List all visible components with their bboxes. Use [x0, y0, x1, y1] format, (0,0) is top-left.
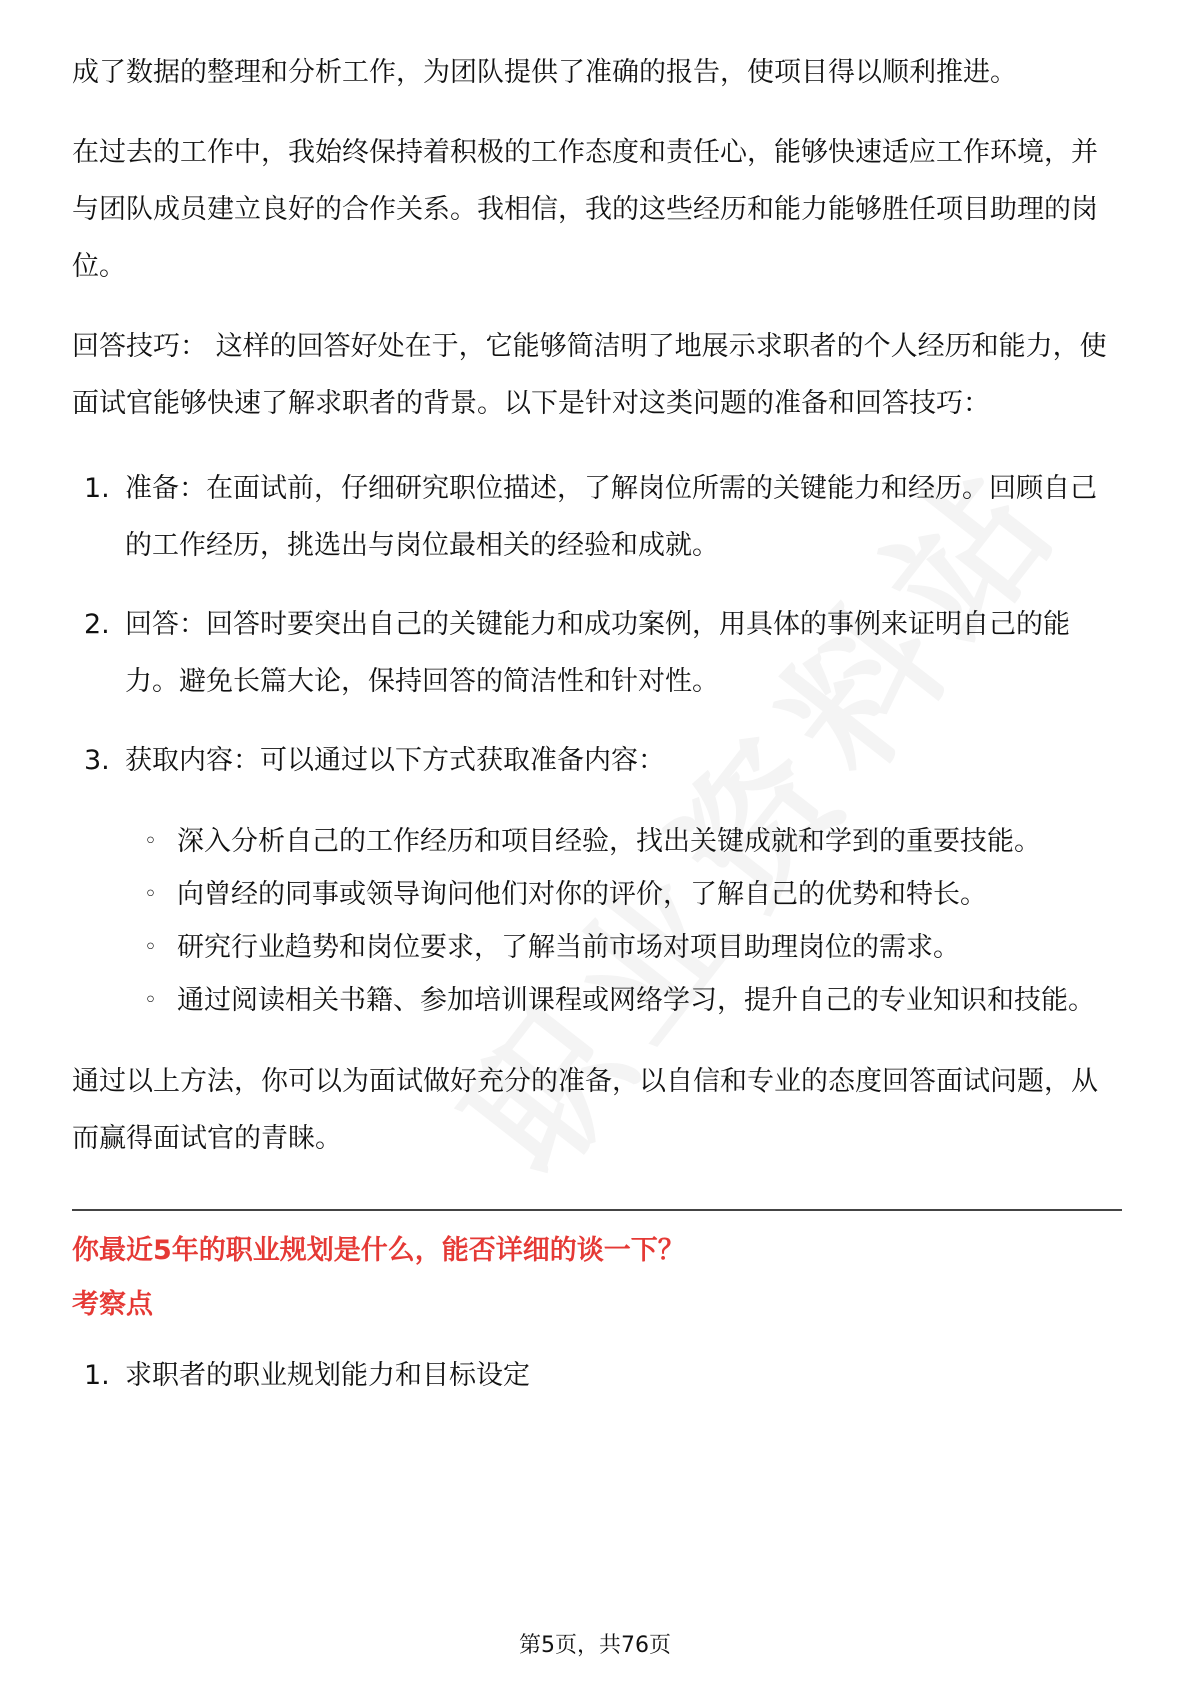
list-item-text: 回答：回答时要突出自己的关键能力和成功案例，用具体的事例来证明自己的能力。避免长篇大论，保持回答的简洁性和针对性。 [125, 609, 1070, 697]
sub-list-item [72, 868, 1122, 921]
sub-list-item [72, 815, 1122, 868]
question-title: 你最近5年的职业规划是什么，能否详细的谈一下？ [72, 1235, 685, 1266]
paragraph-continuation: 成了数据的整理和分析工作，为团队提供了准确的报告，使项目得以顺利推进。 [72, 57, 1017, 88]
list-number: 1. [84, 1360, 110, 1391]
list-item [72, 596, 1122, 710]
list-item-text: 求职者的职业规划能力和目标设定 [125, 1360, 530, 1391]
section-heading: 考察点 [72, 1289, 153, 1320]
list-item [72, 732, 1122, 789]
paragraph-answer-tips: 回答技巧： 这样的回答好处在于，它能够简洁明了地展示求职者的个人经历和能力，使面试官能够快速了解求职者的背景。以下是针对这类问题的准备和回答技巧： [72, 331, 1107, 419]
hollow-bullet-icon: ◦ [144, 882, 157, 907]
points-list [72, 1347, 1122, 1404]
hollow-bullet-icon: ◦ [144, 829, 157, 854]
sub-list-item-text: 深入分析自己的工作经历和项目经验，找出关键成就和学到的重要技能。 [177, 826, 1041, 857]
sub-list-item-text: 研究行业趋势和岗位要求，了解当前市场对项目助理岗位的需求。 [177, 932, 960, 963]
section-divider [72, 1209, 1122, 1211]
sub-list-item-text: 通过阅读相关书籍、参加培训课程或网络学习，提升自己的专业知识和技能。 [177, 985, 1095, 1016]
list-item-text: 获取内容：可以通过以下方式获取准备内容： [125, 745, 665, 776]
sub-list-item [72, 921, 1122, 974]
sub-list [72, 815, 1122, 1027]
tips-list [72, 460, 1122, 789]
list-item-text: 准备：在面试前，仔细研究职位描述，了解岗位所需的关键能力和经历。回顾自己的工作经历，挑选出与岗位最相关的经验和成就。 [125, 473, 1097, 561]
page-footer: 第5页，共76页 [519, 1633, 671, 1658]
list-number: 1. [84, 473, 110, 504]
list-number: 3. [84, 745, 110, 776]
sub-list-item-text: 向曾经的同事或领导询问他们对你的评价，了解自己的优势和特长。 [177, 879, 987, 910]
paragraph-experience: 在过去的工作中，我始终保持着积极的工作态度和责任心，能够快速适应工作环境，并与团队成员建立良好的合作关系。我相信，我的这些经历和能力能够胜任项目助理的岗位。 [72, 137, 1098, 282]
list-number: 2. [84, 609, 110, 640]
sub-list-item [72, 974, 1122, 1027]
paragraph-conclusion: 通过以上方法，你可以为面试做好充分的准备，以自信和专业的态度回答面试问题，从而赢得面试官的青睐。 [72, 1066, 1098, 1154]
hollow-bullet-icon: ◦ [144, 935, 157, 960]
hollow-bullet-icon: ◦ [144, 988, 157, 1013]
list-item [72, 460, 1122, 574]
document-body [72, 44, 1122, 1426]
list-item [72, 1347, 1122, 1404]
